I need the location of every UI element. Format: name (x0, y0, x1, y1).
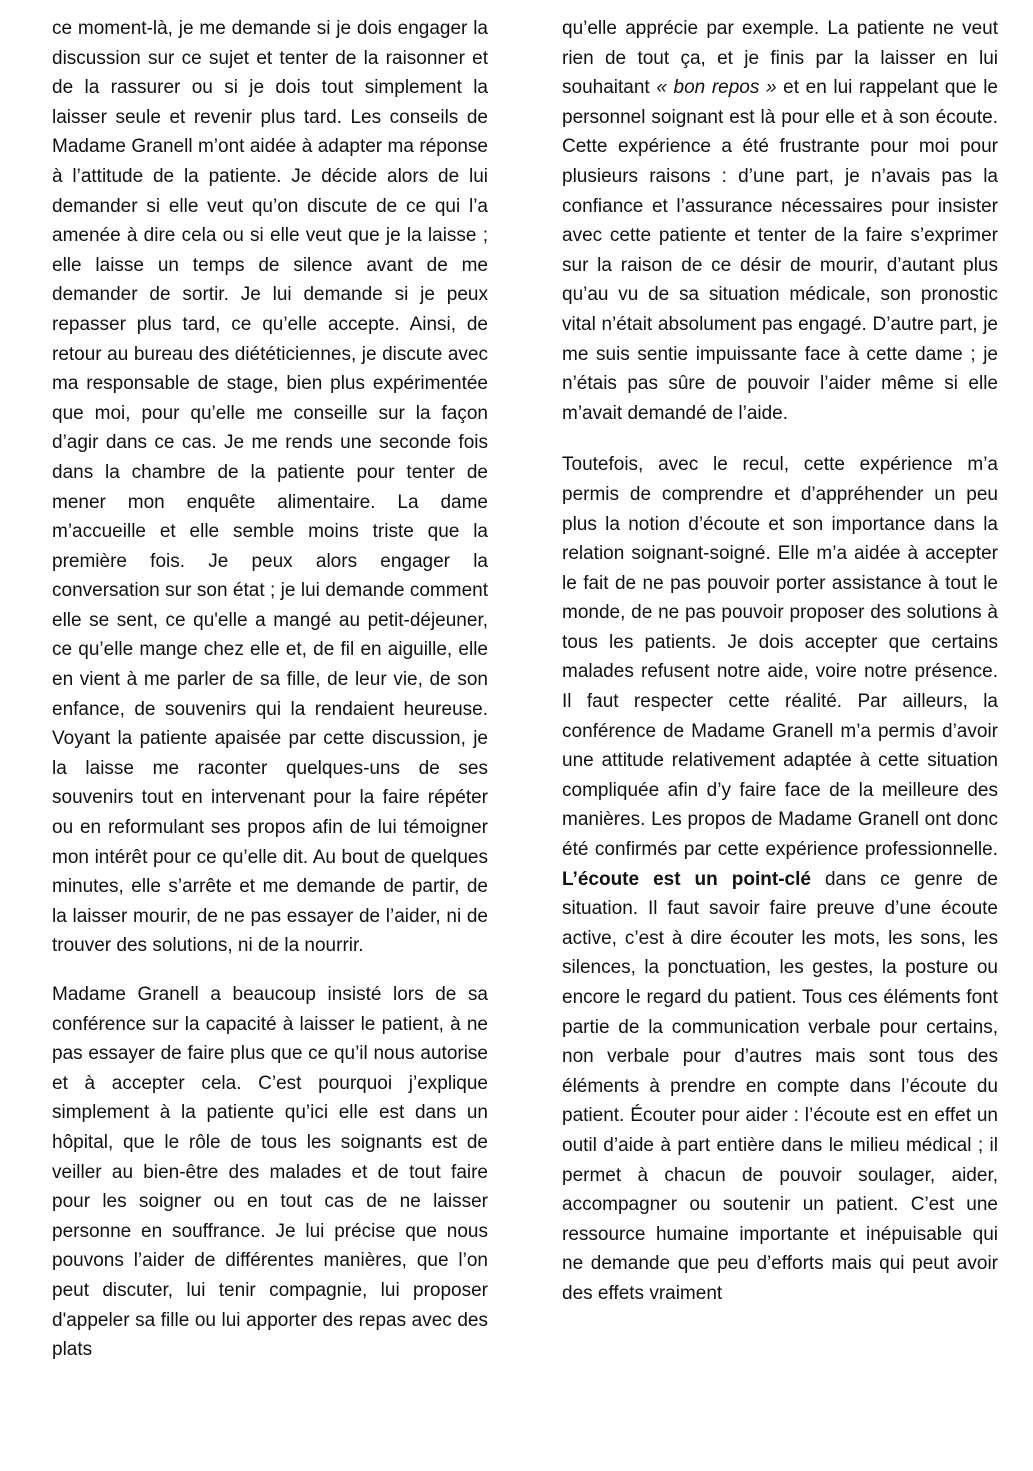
quoted-italic-text: « bon repos » (656, 77, 777, 99)
text-segment: qu’elle apprécie par exemple. La patiente ne veut rien de tout ça, et je finis par la laisser en lui souhaitant (562, 18, 998, 99)
right-column (562, 14, 998, 1309)
text-segment: Toutefois, avec le recul, cette expérience m’a permis de comprendre et d’appréhender un peu plus la notion d’écoute et son importance dans la relation soignant-soigné. Elle m’a aidée à accepter le fait de ne pas pouvoir porter assistance à tout le monde, de ne pas pouvoir proposer des solutions à tous les patients. Je dois accepter que certains malades refusent notre aide, voire notre présence. Il faut respecter cette réalité. Par ailleurs, la conférence de Madame Granell m’a permis d’avoir une attitude relativement adaptée à cette situation compliquée afin d’y faire face de la meilleure des manières. Les propos de Madame Granell ont donc été confirmés par cette expérience professionnelle. (562, 454, 998, 861)
left-column (52, 14, 488, 1365)
text-segment: dans ce genre de situation. Il faut savoir faire preuve d’une écoute active, c’est à dire écouter les mots, les sons, les silences, la ponctuation, les gestes, la posture ou encore le regard du patient. Tous ces éléments font partie de la communication verbale pour certains, non verbale pour d’autres mais sont tous des éléments à prendre en compte dans l’écoute du patient. Écouter pour aider : l’écoute est en effet un outil d’aide à part entière dans le milieu médical ; il permet à chacun de pouvoir soulager, aider, accompagner ou soutenir un patient. C’est une ressource humaine importante et inépuisable qui ne demande que peu d’efforts mais qui peut avoir des effets vraiment (562, 868, 998, 1304)
text-segment: Madame Granell a beaucoup insisté lors de sa conférence sur la capacité à laisser le patient, à ne pas essayer de faire plus que ce qu’il nous autorise et à accepter cela. C’est pourquoi j’explique simplement à la patiente qu’ici elle est dans un hôpital, que le rôle de tous les soignants est de veiller au bien-être des malades et de tout faire pour les soigner ou en tout cas de ne laisser personne en souffrance. Je lui précise que nous pouvons l’aider de différentes manières, que l’on peut discuter, lui tenir compagnie, lui proposer d'appeler sa fille ou lui apporter des repas avec des plats (52, 984, 488, 1361)
text-segment: et en lui rappelant que le personnel soignant est là pour elle et à son écoute. Cette expérience a été frustrante pour moi pour plusieurs raisons : d’une part, je n’avais pas la confiance et l’assurance nécessaires pour insister avec cette patiente et tenter de la faire s’exprimer sur la raison de ce désir de mourir, d’autant plus qu’au vu de sa situation médicale, son pronostic vital n’était absolument pas engagé. D’autre part, je me suis sentie impuissante face à cette dame ; je n’étais pas sûre de pouvoir l’aider même si elle m’avait demandé de l’aide. (562, 77, 998, 424)
paragraph (52, 980, 488, 1365)
paragraph (562, 450, 998, 1308)
bold-key-phrase: L’écoute est un point-clé (562, 868, 811, 890)
text-segment: ce moment-là, je me demande si je dois engager la discussion sur ce sujet et tenter de la raisonner et de la rassurer ou si je dois tout simplement la laisser seule et revenir plus tard. Les conseils de Madame Granell m’ont aidée à adapter ma réponse à l’attitude de la patiente. Je décide alors de lui demander si elle veut qu’on discute de ce qui l’a amenée à dire cela ou si elle veut que je la laisse ; elle laisse un temps de silence avant de me demander de sortir. Je lui demande si je peux repasser plus tard, ce qu’elle accepte. Ainsi, de retour au bureau des diététiciennes, je discute avec ma responsable de stage, bien plus expérimentée que moi, pour qu’elle me conseille sur la façon d’agir dans ce cas. Je me rends une seconde fois dans la chambre de la patiente pour tenter de mener mon enquête alimentaire. La dame m’accueille et elle semble moins triste que la première fois. Je peux alors engager la conversation sur son état ; je lui demande comment elle se sent, ce qu'elle a mangé au petit-déjeuner, ce qu’elle mange chez elle et, de fil en aiguille, elle en vient à me parler de sa fille, de leur vie, de son enfance, de souvenirs qui la rendaient heureuse. Voyant la patiente apaisée par cette discussion, je la laisse me raconter quelques-uns de ses souvenirs tout en intervenant pour la faire répéter ou en reformulant ses propos afin de lui témoigner mon intérêt pour ce qu’elle dit. Au bout de quelques minutes, elle s’arrête et me demande de partir, de la laisser mourir, de ne pas essayer de l’aider, ni de trouver des solutions, ni de la nourrir. (52, 18, 488, 957)
paragraph (562, 14, 998, 428)
paragraph (52, 14, 488, 961)
